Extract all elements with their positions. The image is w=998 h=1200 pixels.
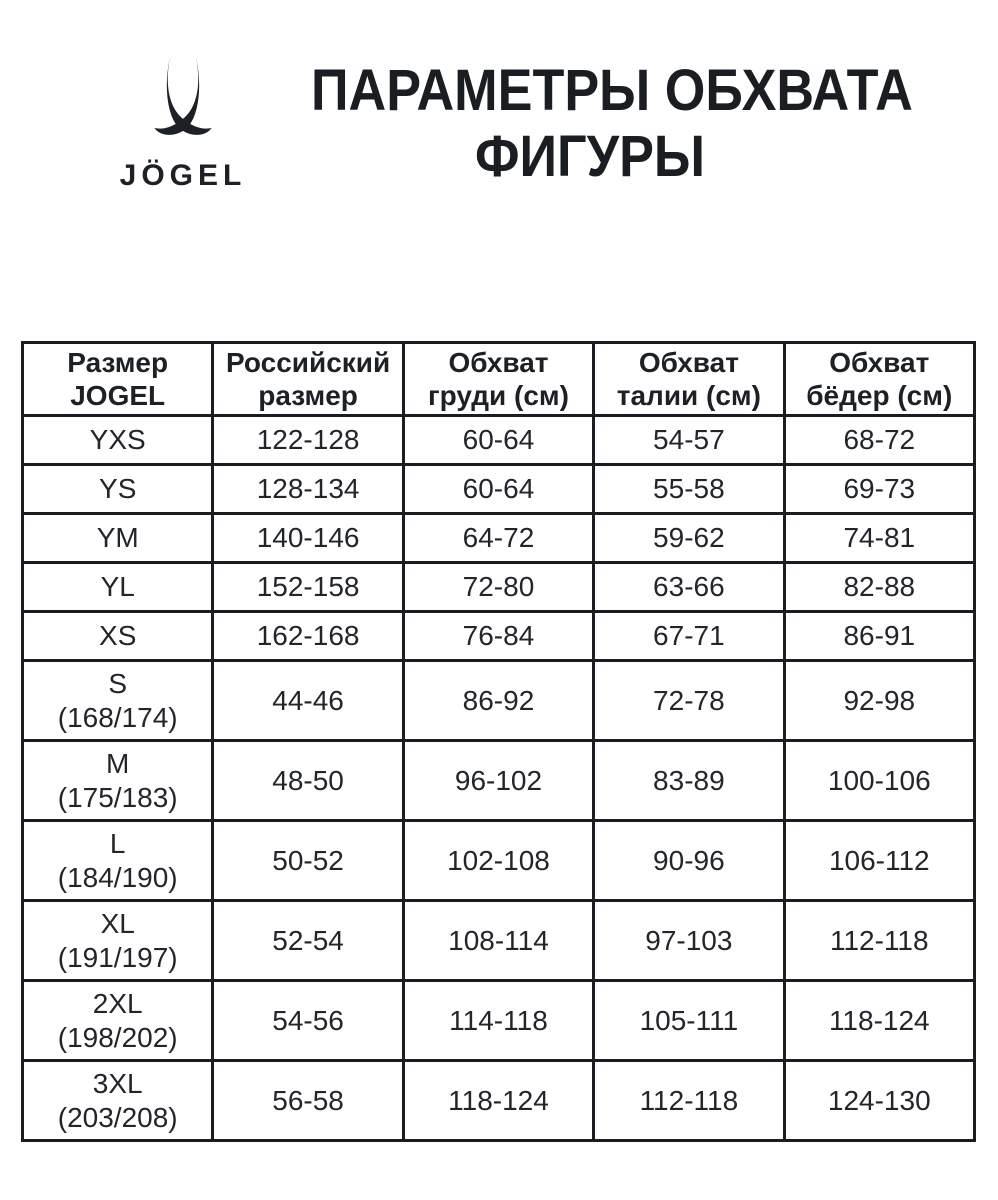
size-cell: XS <box>23 612 213 661</box>
size-cell: YS <box>23 465 213 514</box>
hips-cell: 68-72 <box>784 416 974 465</box>
chest-cell: 118-124 <box>403 1061 593 1141</box>
waist-cell: 63-66 <box>594 563 784 612</box>
table-row <box>23 563 975 612</box>
hips-cell: 74-81 <box>784 514 974 563</box>
waist-cell: 112-118 <box>594 1061 784 1141</box>
chest-cell: 86-92 <box>403 661 593 741</box>
table-header-row <box>23 343 975 416</box>
size-cell: L (184/190) <box>23 821 213 901</box>
russian-size-cell: 56-58 <box>213 1061 403 1141</box>
hips-cell: 82-88 <box>784 563 974 612</box>
brand-logo <box>112 56 254 193</box>
chest-cell: 114-118 <box>403 981 593 1061</box>
table-header <box>23 343 975 416</box>
size-cell: YL <box>23 563 213 612</box>
waist-cell: 97-103 <box>594 901 784 981</box>
column-header: Размер JOGEL <box>23 343 213 416</box>
table-row <box>23 661 975 741</box>
column-header: Обхват талии (см) <box>594 343 784 416</box>
waist-cell: 83-89 <box>594 741 784 821</box>
russian-size-cell: 44-46 <box>213 661 403 741</box>
russian-size-cell: 152-158 <box>213 563 403 612</box>
waist-cell: 54-57 <box>594 416 784 465</box>
size-table <box>21 341 976 1142</box>
column-header: Российский размер <box>213 343 403 416</box>
chest-cell: 60-64 <box>403 465 593 514</box>
waist-cell: 59-62 <box>594 514 784 563</box>
hips-cell: 106-112 <box>784 821 974 901</box>
page-title <box>280 58 913 190</box>
chest-cell: 76-84 <box>403 612 593 661</box>
size-cell: M (175/183) <box>23 741 213 821</box>
russian-size-cell: 50-52 <box>213 821 403 901</box>
hips-cell: 69-73 <box>784 465 974 514</box>
size-cell: 3XL (203/208) <box>23 1061 213 1141</box>
russian-size-cell: 52-54 <box>213 901 403 981</box>
waist-cell: 90-96 <box>594 821 784 901</box>
chest-cell: 60-64 <box>403 416 593 465</box>
waist-cell: 105-111 <box>594 981 784 1061</box>
size-cell: 2XL (198/202) <box>23 981 213 1061</box>
russian-size-cell: 54-56 <box>213 981 403 1061</box>
hips-cell: 86-91 <box>784 612 974 661</box>
table-row <box>23 465 975 514</box>
russian-size-cell: 128-134 <box>213 465 403 514</box>
table-row <box>23 514 975 563</box>
table-body <box>23 416 975 1141</box>
size-cell: YM <box>23 514 213 563</box>
table-row <box>23 416 975 465</box>
title-line-1: ПАРАМЕТРЫ ОБХВАТА <box>311 58 913 123</box>
column-header: Обхват бёдер (см) <box>784 343 974 416</box>
column-header: Обхват груди (см) <box>403 343 593 416</box>
jogel-emblem-icon <box>151 56 215 146</box>
hips-cell: 118-124 <box>784 981 974 1061</box>
russian-size-cell: 140-146 <box>213 514 403 563</box>
russian-size-cell: 48-50 <box>213 741 403 821</box>
waist-cell: 72-78 <box>594 661 784 741</box>
chest-cell: 96-102 <box>403 741 593 821</box>
hips-cell: 100-106 <box>784 741 974 821</box>
hips-cell: 92-98 <box>784 661 974 741</box>
chest-cell: 72-80 <box>403 563 593 612</box>
waist-cell: 67-71 <box>594 612 784 661</box>
chest-cell: 102-108 <box>403 821 593 901</box>
waist-cell: 55-58 <box>594 465 784 514</box>
table-row <box>23 741 975 821</box>
hips-cell: 124-130 <box>784 1061 974 1141</box>
table-row <box>23 821 975 901</box>
table-row <box>23 612 975 661</box>
table-row <box>23 1061 975 1141</box>
chest-cell: 64-72 <box>403 514 593 563</box>
table-row <box>23 981 975 1061</box>
brand-wordmark: JÖGEL <box>119 159 247 192</box>
chest-cell: 108-114 <box>403 901 593 981</box>
russian-size-cell: 162-168 <box>213 612 403 661</box>
title-line-2: ФИГУРЫ <box>474 124 706 189</box>
size-cell: S (168/174) <box>23 661 213 741</box>
size-cell: XL (191/197) <box>23 901 213 981</box>
russian-size-cell: 122-128 <box>213 416 403 465</box>
size-cell: YXS <box>23 416 213 465</box>
hips-cell: 112-118 <box>784 901 974 981</box>
table-row <box>23 901 975 981</box>
